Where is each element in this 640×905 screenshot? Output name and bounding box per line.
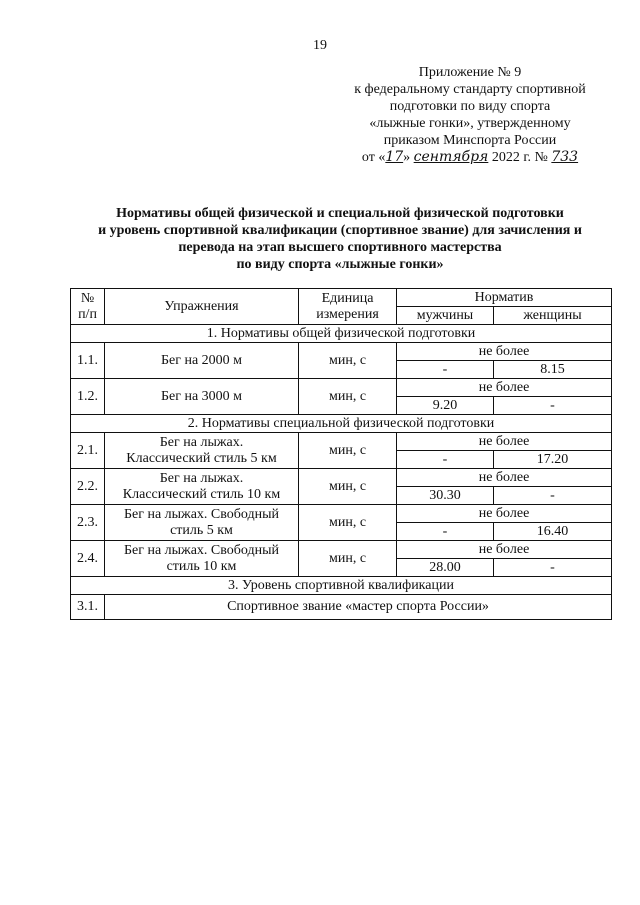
row-num: 1.1. <box>71 343 105 379</box>
table-row <box>71 469 612 487</box>
row-women: 17.20 <box>494 451 612 469</box>
row-women: - <box>494 397 612 415</box>
row-unit: мин, с <box>299 379 397 415</box>
row-women: - <box>494 559 612 577</box>
row-condition: не более <box>397 433 612 451</box>
row-condition: не более <box>397 379 612 397</box>
row-unit: мин, с <box>299 469 397 505</box>
row-exercise: Бег на лыжах. Классический стиль 10 км <box>105 469 299 505</box>
row-condition: не более <box>397 469 612 487</box>
header-men: мужчины <box>397 307 494 325</box>
row-exercise: Бег на 3000 м <box>105 379 299 415</box>
row-num: 2.2. <box>71 469 105 505</box>
section-row <box>71 415 612 433</box>
row-exercise: Бег на лыжах. Классический стиль 5 км <box>105 433 299 469</box>
section-row <box>71 577 612 595</box>
row-men: 9.20 <box>397 397 494 415</box>
header-num: № п/п <box>71 289 105 325</box>
document-title <box>60 205 620 273</box>
row-exercise: Бег на лыжах. Свободный стиль 5 км <box>105 505 299 541</box>
section-title: 1. Нормативы общей физической подготовки <box>71 325 612 343</box>
title-line: Нормативы общей физической и специальной физической подготовки <box>116 206 564 221</box>
table-header-row <box>71 289 612 307</box>
row-num: 2.4. <box>71 541 105 577</box>
row-unit: мин, с <box>299 433 397 469</box>
title-line: по виду спорта «лыжные гонки» <box>236 257 444 272</box>
row-unit: мин, с <box>299 343 397 379</box>
appendix-line: к федеральному стандарту спортивной <box>354 82 586 97</box>
row-exercise: Бег на лыжах. Свободный стиль 10 км <box>105 541 299 577</box>
section-row <box>71 325 612 343</box>
table-row <box>71 343 612 361</box>
date-prefix: от « <box>361 150 386 165</box>
appendix-line: «лыжные гонки», утвержденному <box>369 116 571 131</box>
table-row <box>71 433 612 451</box>
row-condition: не более <box>397 541 612 559</box>
row-title: Спортивное звание «мастер спорта России» <box>105 595 612 620</box>
appendix-line: подготовки по виду спорта <box>389 99 551 114</box>
header-exercise: Упражнения <box>105 289 299 325</box>
row-men: - <box>397 523 494 541</box>
row-num: 2.3. <box>71 505 105 541</box>
row-condition: не более <box>397 343 612 361</box>
row-unit: мин, с <box>299 541 397 577</box>
header-norm: Норматив <box>397 289 612 307</box>
row-women: 16.40 <box>494 523 612 541</box>
title-line: и уровень спортивной квалификации (спортивное звание) для зачисления и <box>98 223 582 238</box>
row-men: - <box>397 451 494 469</box>
date-mid: » <box>403 150 411 165</box>
appendix-line: приказом Минспорта России <box>383 133 557 148</box>
row-women: - <box>494 487 612 505</box>
header-women: женщины <box>494 307 612 325</box>
handwritten-order-number: 733 <box>551 149 579 165</box>
row-num: 1.2. <box>71 379 105 415</box>
row-unit: мин, с <box>299 505 397 541</box>
section-title: 2. Нормативы специальной физической подготовки <box>71 415 612 433</box>
row-men: 28.00 <box>397 559 494 577</box>
row-men: - <box>397 361 494 379</box>
table-row <box>71 595 612 620</box>
row-num: 2.1. <box>71 433 105 469</box>
appendix-header <box>340 64 600 166</box>
row-num: 3.1. <box>71 595 105 620</box>
row-men: 30.30 <box>397 487 494 505</box>
table-row <box>71 505 612 523</box>
row-condition: не более <box>397 505 612 523</box>
table-row <box>71 379 612 397</box>
header-unit: Единица измерения <box>299 289 397 325</box>
page-number: 19 <box>313 38 327 53</box>
section-title: 3. Уровень спортивной квалификации <box>71 577 612 595</box>
handwritten-day: 17 <box>385 149 404 165</box>
title-line: перевода на этап высшего спортивного мастерства <box>178 240 502 255</box>
row-women: 8.15 <box>494 361 612 379</box>
appendix-date-line <box>340 149 600 166</box>
table-row <box>71 541 612 559</box>
handwritten-month: сентября <box>413 149 489 165</box>
appendix-line: Приложение № 9 <box>418 65 522 80</box>
date-year: 2022 г. № <box>491 150 548 165</box>
row-exercise: Бег на 2000 м <box>105 343 299 379</box>
norms-table <box>70 288 612 620</box>
